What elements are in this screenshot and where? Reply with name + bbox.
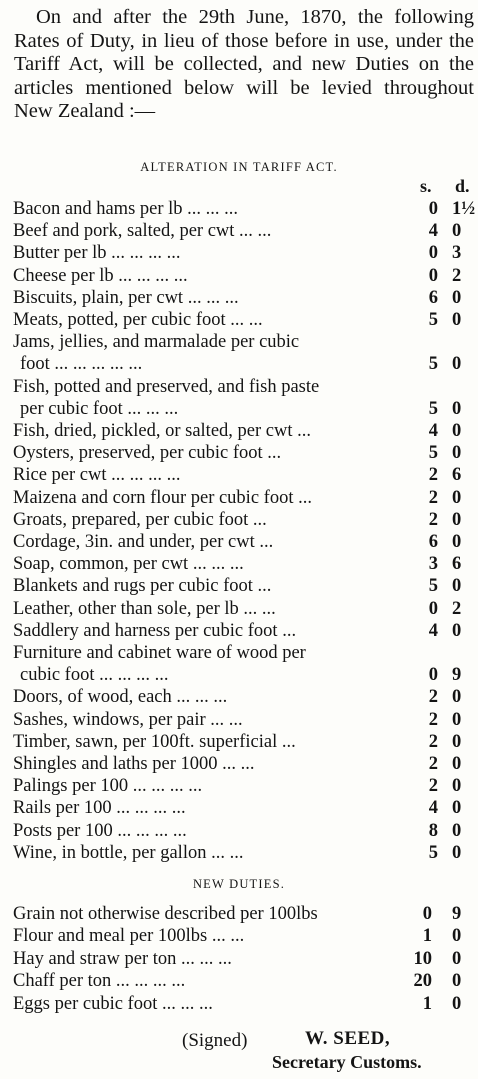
rate-pence: 0 [452,620,462,641]
item-description: Palings per 100 ... ... ... ... [13,776,203,797]
tariff-row [0,532,478,553]
tariff-row [0,665,478,686]
rate-pence: 0 [452,443,462,464]
rate-pence: 0 [452,948,462,969]
tariff-row [0,821,478,842]
rate-pence: 0 [452,971,462,992]
item-description: Grain not otherwise described per 100lbs [13,904,318,924]
tariff-row [0,798,478,819]
item-description: Wine, in bottle, per gallon ... ... [13,842,244,863]
rate-pence: 9 [452,665,462,686]
rate-pence: 0 [452,754,462,774]
tariff-row [0,754,478,775]
rate-shillings: 6 [428,532,438,552]
item-description: Jams, jellies, and marmalade per cubic [13,332,300,353]
rate-shillings: 4 [428,221,438,242]
tariff-row [0,465,478,486]
tariff-row [0,643,478,664]
item-description: Leather, other than sole, per lb ... ... [13,598,276,619]
signed-label: (Signed) [182,1030,248,1051]
rate-shillings: 3 [428,554,438,575]
item-description: foot ... ... ... ... ... [20,354,143,375]
item-description: Sashes, windows, per pair ... ... [13,709,243,730]
item-description: Saddlery and harness per cubic foot ... [13,620,297,641]
signatory-name: W. SEED, [305,1028,391,1049]
section-heading-new-duties: NEW DUTIES. [192,877,286,891]
rate-shillings: 6 [428,287,438,308]
intro-paragraph [14,6,474,124]
item-description: Beef and pork, salted, per cwt ... ... [13,221,272,242]
rate-pence: 6 [452,554,462,575]
rate-pence: 0 [452,576,462,597]
tariff-row [0,510,478,531]
rate-shillings: 4 [428,421,438,441]
rate-shillings: 0 [428,665,438,686]
rate-shillings: 5 [428,576,438,597]
tariff-row [0,599,478,620]
item-description: Chaff per ton ... ... ... ... [13,971,186,992]
rate-shillings: 5 [428,354,438,375]
rate-pence: 3 [452,243,462,264]
tariff-row [0,377,478,398]
item-description: Fish, potted and preserved, and fish paste [13,376,320,397]
rate-shillings: 1 [422,926,432,947]
rate-shillings: 2 [428,776,438,797]
item-description: Doors, of wood, each ... ... ... [13,687,228,708]
signatory-title: Secretary Customs. [272,1052,422,1072]
column-header-pence: d. [455,176,470,196]
rate-shillings: 0 [422,904,432,924]
rate-pence: 0 [452,798,462,819]
item-description: Groats, prepared, per cubic foot ... [13,509,267,530]
rate-pence: 2 [452,598,462,619]
rate-shillings: 2 [428,731,438,752]
rate-pence: 0 [452,221,462,242]
tariff-row [0,926,478,947]
tariff-row [0,687,478,708]
item-description: Oysters, preserved, per cubic foot ... [13,443,282,464]
rate-shillings: 2 [428,465,438,486]
tariff-row [0,332,478,353]
rate-pence: 0 [452,993,462,1014]
rate-shillings: 5 [428,398,438,419]
rate-shillings: 0 [428,243,438,264]
item-description: Meats, potted, per cubic foot ... ... [13,310,263,330]
rate-shillings: 4 [428,620,438,641]
rate-shillings: 2 [428,509,438,530]
rate-pence: 9 [452,904,462,924]
tariff-row [0,843,478,864]
rate-shillings: 2 [428,754,438,774]
tariff-row [0,443,478,464]
item-description: Biscuits, plain, per cwt ... ... ... [13,287,239,308]
tariff-row [0,488,478,509]
rate-pence: 0 [452,310,462,330]
tariff-row [0,994,478,1015]
rate-shillings: 5 [428,842,438,863]
rate-pence: 0 [452,487,462,508]
item-description: Hay and straw per ton ... ... ... [13,948,232,969]
rate-shillings: 0 [428,265,438,286]
item-description: Butter per lb ... ... ... ... [13,243,181,264]
item-description: Flour and meal per 100lbs ... ... [13,926,245,947]
rate-pence: 0 [452,509,462,530]
rate-pence: 0 [452,687,462,708]
rate-pence: 0 [452,532,462,552]
rate-shillings: 5 [428,443,438,464]
rate-pence: 0 [452,842,462,863]
item-description: Soap, common, per cwt ... ... ... [13,554,244,575]
tariff-row [0,354,478,375]
item-description: Shingles and laths per 1000 ... ... [13,754,255,774]
rate-shillings: 2 [428,709,438,730]
rate-shillings: 20 [413,971,432,992]
rate-shillings: 2 [428,687,438,708]
rate-pence: 0 [452,709,462,730]
item-description: Bacon and hams per lb ... ... ... [13,199,239,219]
item-description: Cordage, 3in. and under, per cwt ... [13,532,274,552]
item-description: Eggs per cubic foot ... ... ... [13,993,213,1014]
rate-pence: 0 [452,287,462,308]
tariff-row [0,576,478,597]
rate-pence: 0 [452,926,462,947]
intro-text: On and after the 29th June, 1870, the following Rates of Duty, in lieu of those before in use, under the Tariff Act, will be collected, and new Duties on the articles mentioned below will be levied throughout New Zealand :— [14,6,474,123]
item-description: Fish, dried, pickled, or salted, per cwt ... [13,421,311,441]
tariff-row [0,904,478,925]
rate-pence: 0 [452,820,462,841]
tariff-row [0,421,478,442]
tariff-row [0,199,478,220]
item-description: per cubic foot ... ... ... [20,398,179,419]
tariff-row [0,949,478,970]
rate-pence: 0 [452,731,462,752]
rate-shillings: 5 [428,310,438,330]
tariff-row [0,732,478,753]
column-header-shillings: s. [420,176,432,196]
rate-pence: 1½ [452,199,476,219]
item-description: Timber, sawn, per 100ft. superficial ... [13,731,296,752]
tariff-row [0,710,478,731]
tariff-row [0,266,478,287]
tariff-row [0,554,478,575]
item-description: Posts per 100 ... ... ... ... [13,820,187,841]
tariff-row [0,243,478,264]
tariff-row [0,971,478,992]
tariff-row [0,399,478,420]
item-description: Rails per 100 ... ... ... ... [13,798,186,819]
section-heading-alteration: ALTERATION IN TARIFF ACT. [140,160,338,174]
rate-shillings: 2 [428,487,438,508]
rate-pence: 0 [452,421,462,441]
rate-shillings: 8 [428,820,438,841]
rate-pence: 0 [452,398,462,419]
rate-pence: 6 [452,465,462,486]
rate-pence: 2 [452,265,462,286]
item-description: Furniture and cabinet ware of wood per [13,643,306,663]
rate-shillings: 4 [428,798,438,819]
rate-pence: 0 [452,354,462,375]
tariff-row [0,221,478,242]
item-description: Blankets and rugs per cubic foot ... [13,576,272,597]
item-description: Rice per cwt ... ... ... ... [13,465,181,486]
item-description: Maizena and corn flour per cubic foot ... [13,487,312,508]
rate-pence: 0 [452,776,462,797]
rate-shillings: 10 [413,948,432,969]
tariff-row [0,621,478,642]
tariff-row [0,776,478,797]
rate-shillings: 0 [428,598,438,619]
tariff-row [0,288,478,309]
rate-shillings: 1 [422,993,432,1014]
item-description: Cheese per lb ... ... ... ... [13,265,188,286]
tariff-row [0,310,478,331]
item-description: cubic foot ... ... ... ... [20,665,169,686]
rate-shillings: 0 [428,199,438,219]
